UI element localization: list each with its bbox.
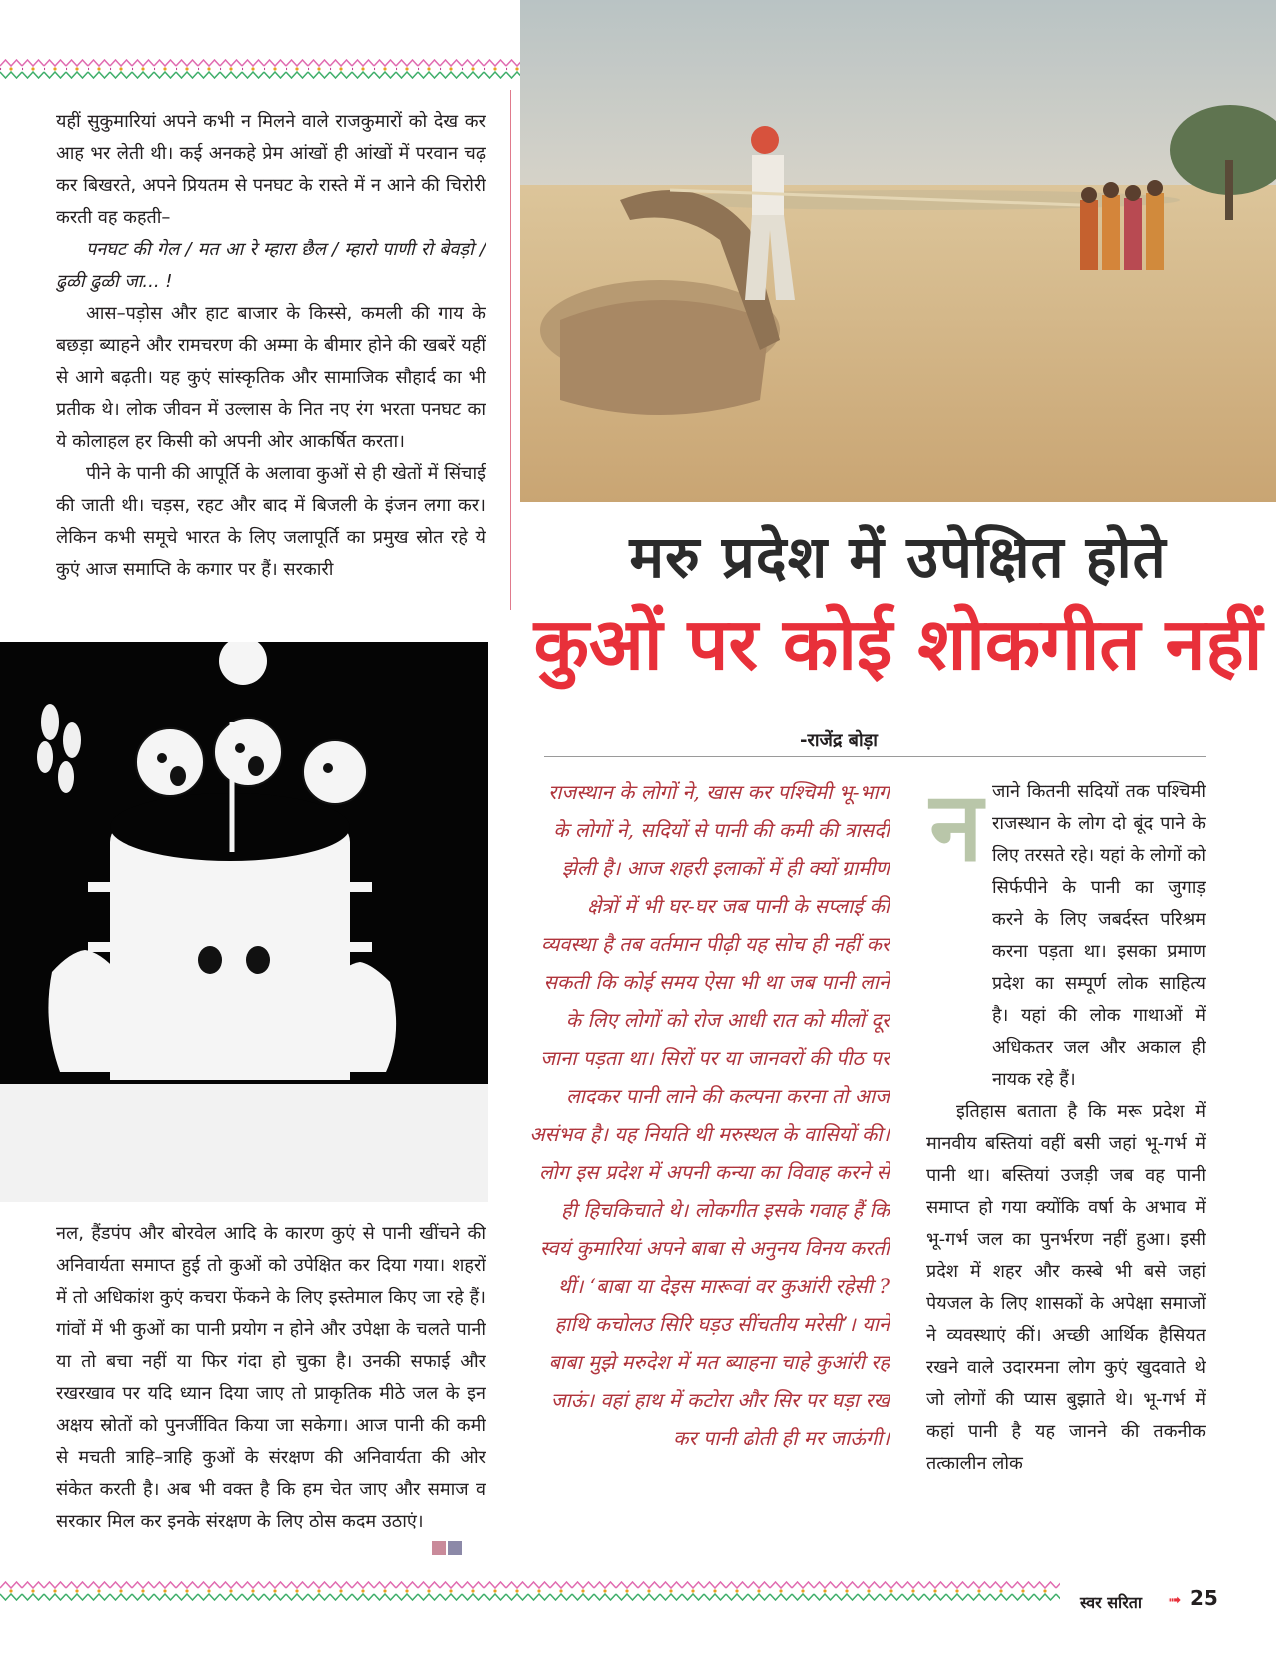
paragraph: नल, हैंडपंप और बोरवेल आदि के कारण कुएं से पानी खींचने की अनिवार्यता समाप्त हुई तो कुओं को उपेक्षित कर दिया गया। शहरों में तो अधिकांश कुएं कचरा फेंकने के लिए इस्तेमाल किए जा रहे हैं। गांवों में भी कुओं का पानी प्रयोग न होने और उपेक्षा के चलते पानी या तो बचा नहीं या फिर गंदा हो चुका है। उनकी सफाई और रखरखाव पर यदि ध्यान दिया जाए तो प्राकृतिक मीठे जल के इन अक्षय स्रोतों को पुनर्जीवित किया जा सकेगा। आज पानी की कमी से मचती त्राहि–त्राहि कुओं के संरक्षण की अनिवार्यता की ओर संकेत करती है। अब भी वक्त है कि हम चेत जाए और समाज व सरकार मिल कर इनके संरक्षण के लिए ठोस कदम उठाएं। <box>56 1223 486 1532</box>
paragraph: इतिहास बताता है कि मरू प्रदेश में मानवीय बस्तियां वहीं बसी जहां भू-गर्भ में पानी था। बस्तियां उजड़ी जब वह पानी समाप्त हो गया क्योंकि वर्षा के अभाव में भू-गर्भ जल का पुनर्भरण नहीं हुआ। इसी प्रदेश में शहर और कस्बे भी बसे जहां पेयजल के लिए शासकों के अपेक्षा समाजों ने व्यवस्थाएं कीं। अच्छी आर्थिक हैसियत रखने वाले उदारमना लोग कुएं खुदवाते थे जो लोगों की प्यास बुझाते थे। भू-गर्भ में कहां पानी है यह जानने की तकनीक तत्कालीन लोक <box>926 1101 1206 1474</box>
byline-rule <box>544 756 1206 757</box>
magazine-name: स्वर सरिता <box>1080 1593 1143 1612</box>
paragraph: यहीं सुकुमारियां अपने कभी न मिलने वाले राजकुमारों को देख कर आह भर लेती थी। कई अनकहे प्रेम आंखों ही आंखों में परवान चढ़ कर बिखरते, अपने प्रियतम से पनघट के रास्ते में न आने की चिरोरी करती वह कहती– <box>56 111 486 228</box>
end-of-article-marker-icon <box>432 1541 446 1555</box>
end-of-article-marker-icon <box>448 1541 462 1555</box>
left-column-bottom <box>56 1218 486 1558</box>
headline-line-1: मरु प्रदेश में उपेक्षित होते <box>629 523 1167 591</box>
well-illustration <box>0 642 488 1202</box>
left-column-top <box>56 106 486 606</box>
column-divider <box>510 90 511 610</box>
intro-text: राजस्थान के लोगों ने, खास कर पश्चिमी भू-भाग के लोगों ने, सदियों से पानी की कमी की त्रासदी झेली है। आज शहरी इलाकों में ही क्यों ग्रामीण क्षेत्रों में भी घर-घर जब पानी के सप्लाई की व्यवस्था है तब वर्तमान पीढ़ी यह सोच ही नहीं कर सकती कि कोई समय ऐसा भी था जब पानी लाने के लिए लोगों को रोज आधी रात को मीलों दूर जाना पड़ता था। सिरों पर या जानवरों की पीठ पर लादकर पानी लाने की कल्पना करना तो आज असंभव है। यह नियति थी मरुस्थल के वासियों की। लोग इस प्रदेश में अपनी कन्या का विवाह करने से ही हिचकिचाते थे। लोकगीत इसके गवाह हैं कि स्वयं कुमारियां अपने बाबा से अनुनय विनय करती थीं। ‘बाबा या देइस मारूवां वर कुआंरी रहेसी ? हाथि कचोलउ सिरि घड़उ सींचतीय मरेसी’। याने बाबा मुझे मरुदेश में मत ब्याहना चाहे कुआंरी रह जाऊं। वहां हाथ में कटोरा और सिर पर घड़ा रख कर पानी ढोती ही मर जाऊंगी। <box>529 780 890 1450</box>
folk-verse: पनघट की गेल / मत आ रे म्हारा छैल / म्हारो पाणी रो बेवड़ो / ढुळी ढुळी जा... ! <box>56 239 486 292</box>
right-column <box>926 771 1206 1561</box>
desert-well-photo <box>520 0 1276 502</box>
arrow-icon: ➟ <box>1168 1590 1182 1609</box>
paragraph: पीने के पानी की आपूर्ति के अलावा कुओं से ही खेतों में सिंचाई की जाती थी। चड़स, रहट और बाद में बिजली के इंजन लगा कर। लेकिन कभी समूचे भारत के लिए जलापूर्ति का प्रमुख स्रोत रहे ये कुएं आज समाप्ति के कगार पर हैं। सरकारी <box>56 463 486 580</box>
headline-line-2: कुओं पर कोई शोकगीत नहीं <box>533 602 1263 686</box>
author-byline: -राजेंद्र बोड़ा <box>800 730 878 751</box>
paragraph: जाने कितनी सदियों तक पश्चिमी राजस्थान के लोग दो बूंद पाने के लिए तरसते रहे। यहां के लोगों को सिर्फपीने के पानी का जुगाड़ करने के लिए जबर्दस्त परिश्रम करना पड़ता था। इसका प्रमाण प्रदेश का सम्पूर्ण लोक साहित्य है। यहां की लोक गाथाओं में अधिकतर जल और अकाल ही नायक रहे हैं। <box>992 781 1206 1090</box>
paragraph: आस–पड़ोस और हाट बाजार के किस्से, कमली की गाय के बछड़ा ब्याहने और रामचरण की अम्मा के बीमार होने की खबरें यहीं से आगे बढ़ती। यह कुएं सांस्कृतिक और सामाजिक सौहार्द का भी प्रतीक थे। लोक जीवन में उल्लास के नित नए रंग भरता पनघट का ये कोलाहल हर किसी को अपनी ओर आकर्षित करता। <box>56 303 486 452</box>
page-number: 25 <box>1190 1586 1218 1610</box>
drop-cap: न <box>929 771 983 883</box>
headline <box>520 518 1276 690</box>
